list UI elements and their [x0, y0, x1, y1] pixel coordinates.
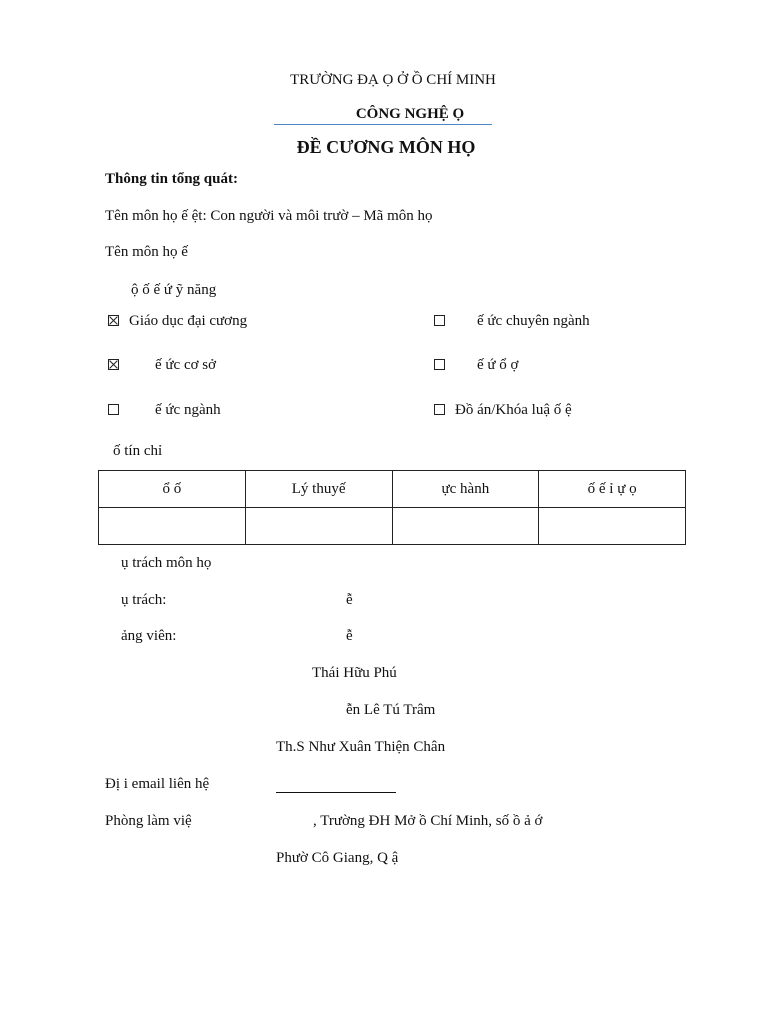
course-name-en: Tên môn họ ế: [105, 244, 188, 260]
lecturer-name: ễn Lê Tú Trâm: [346, 702, 436, 718]
checkbox-label: ế ứ ổ ợ: [477, 357, 519, 373]
knowledge-block-label: ộ ố ế ứ ỹ năng: [131, 282, 217, 298]
checkbox-field-knowledge[interactable]: [108, 402, 221, 419]
checkbox-label: Giáo dục đại cương: [129, 313, 248, 329]
checkbox-empty-icon[interactable]: [108, 404, 119, 415]
lecturer-value: ễ: [346, 628, 353, 644]
table-header-cell: Lý thuyế: [245, 471, 392, 508]
checkbox-empty-icon[interactable]: [434, 359, 445, 370]
credits-table: [98, 470, 686, 545]
office-address: , Trường ĐH Mở ồ Chí Minh, số ồ ả ớ: [313, 813, 543, 829]
table-header-cell: ổ ố: [99, 471, 246, 508]
checkbox-general-education[interactable]: [108, 313, 247, 330]
lecturer-name: Thái Hữu Phú: [312, 665, 397, 681]
lecturer-label: ảng viên:: [121, 628, 177, 644]
staff-heading: ụ trách môn họ: [121, 555, 212, 571]
checkbox-empty-icon[interactable]: [434, 404, 445, 415]
checkbox-checked-icon[interactable]: [108, 315, 119, 326]
table-row: [99, 508, 686, 545]
table-header-cell: ố ế ỉ ự ọ: [539, 471, 686, 508]
email-label: Đị i email liên hệ: [105, 776, 210, 792]
checkbox-label: ế ức chuyên ngành: [477, 313, 590, 329]
in-charge-value: ễ: [346, 592, 353, 608]
checkbox-major-knowledge[interactable]: [434, 313, 590, 330]
checkbox-label: ế ức cơ sở: [155, 357, 217, 373]
table-row: [99, 471, 686, 508]
checkbox-checked-icon[interactable]: [108, 359, 119, 370]
credits-label: ố tín chỉ: [113, 443, 163, 459]
checkbox-supplementary-knowledge[interactable]: [434, 357, 518, 374]
checkbox-empty-icon[interactable]: [434, 315, 445, 326]
general-info-heading: Thông tin tổng quát:: [105, 171, 238, 187]
checkbox-label: ế ức ngành: [155, 402, 221, 418]
office-address-line-2: Phườ Cô Giang, Q ậ: [276, 850, 399, 866]
table-cell: [99, 508, 246, 545]
course-name-vi: Tên môn họ ế ệt: Con người và môi trườ – Mã môn họ: [105, 208, 433, 224]
checkbox-foundation-knowledge[interactable]: [108, 357, 216, 374]
table-cell: [539, 508, 686, 545]
checkbox-label: Đồ án/Khóa luậ ố ệ: [455, 402, 572, 418]
university-name: TRƯỜNG ĐẠ Ọ Ở Ồ CHÍ MINH: [290, 72, 496, 88]
lecturer-name: Th.S Như Xuân Thiện Chân: [276, 739, 446, 755]
table-cell: [245, 508, 392, 545]
table-cell: [392, 508, 539, 545]
email-blank-line: [276, 780, 396, 793]
in-charge-label: ụ trách:: [121, 592, 167, 608]
document-title: ĐỀ CƯƠNG MÔN HỌ: [296, 137, 476, 157]
faculty-underline: [274, 124, 492, 125]
table-header-cell: ực hành: [392, 471, 539, 508]
office-label: Phòng làm việ: [105, 813, 192, 829]
faculty-name: CÔNG NGHỆ Ọ: [355, 106, 465, 122]
checkbox-thesis[interactable]: [434, 402, 572, 419]
